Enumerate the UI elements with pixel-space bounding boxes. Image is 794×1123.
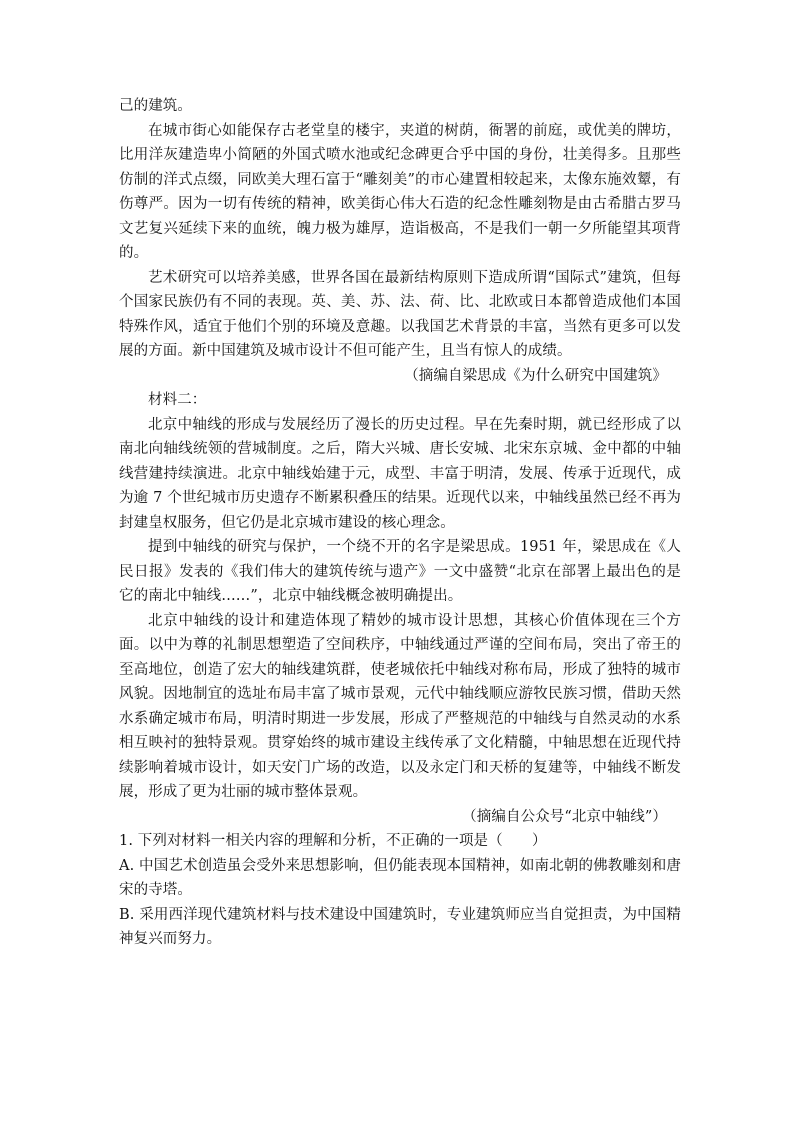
paragraph-liang-sicheng: 提到中轴线的研究与保护，一个绕不开的名字是梁思成。1951 年，梁思成在《人民日报》发表的《我们伟大的建筑传统与遗产》一文中盛赞“北京在部署上最出色的是它的南北中轴线……”，北京中轴线概念被明确提出。 xyxy=(119,539,681,604)
document-body xyxy=(119,94,681,952)
source-citation-1: （摘编自梁思成《为什么研究中国建筑》 xyxy=(404,367,667,384)
source-citation-2: （摘编自公众号“北京中轴线”） xyxy=(462,808,667,825)
option-a: A. 中国艺术创造虽会受外来思想影响，但仍能表现本国精神，如南北朝的佛教雕刻和唐宋的寺塔。 xyxy=(119,857,681,898)
option-b: B. 采用西洋现代建筑材料与技术建设中国建筑时，专业建筑师应当自觉担责，为中国精神复兴而努力。 xyxy=(119,906,681,947)
paragraph-art-research: 艺术研究可以培养美感，世界各国在最新结构原则下造成所谓“国际式”建筑，但每个国家民族仍有不同的表现。英、美、苏、法、荷、比、北欧或日本都曾造成他们本国特殊作风，适宜于他们个别的环境及意趣。以我国艺术背景的丰富，当然有更多可以发展的方面。新中国建筑及城市设计不但可能产生，且当有惊人的成绩。 xyxy=(119,269,681,359)
paragraph-street-buildings: 在城市街心如能保存古老堂皇的楼宇，夹道的树荫，衙署的前庭，或优美的牌坊，比用洋灰建造卑小简陋的外国式喷水池或纪念碑更合乎中国的身份，壮美得多。且那些仿制的洋式点缀，同欧美大理石富于“雕刻美”的市心建置相较起来，太像东施效颦，有伤尊严。因为一切有传统的精神，欧美街心伟大石造的纪念性雕刻物是由古希腊古罗马文艺复兴延续下来的血统，魄力极为雄厚，造诣极高，不是我们一朝一夕所能望其项背的。 xyxy=(119,122,681,261)
paragraph-continued: 己的建筑。 xyxy=(119,98,192,114)
paragraph-axis-values: 北京中轴线的设计和建造体现了精妙的城市设计思想，其核心价值体现在三个方面。以中为尊的礼制思想塑造了空间秩序，中轴线通过严谨的空间布局，突出了帝王的至高地位，创造了宏大的轴线建筑群，使老城依托中轴线对称布局，形成了独特的城市风貌。因地制宜的选址布局丰富了城市景观，元代中轴线顺应游牧民族习惯，借助天然水系确定城市布局，明清时期进一步发展，形成了严整规范的中轴线与自然灵动的水系相互映衬的独特景观。贯穿始终的城市建设主线传承了文化精髓，中轴思想在近现代持续影响着城市设计，如天安门广场的改造，以及永定门和天桥的复建等，中轴线不断发展，形成了更为壮丽的城市整体景观。 xyxy=(119,612,681,800)
question-1: 1. 下列对材料一相关内容的理解和分析，不正确的一项是（ ） xyxy=(119,833,547,849)
material-two-label: 材料二： xyxy=(148,392,207,408)
paragraph-axis-history: 北京中轴线的形成与发展经历了漫长的历史过程。早在先秦时期，就已经形成了以南北向轴线统领的营城制度。之后，隋大兴城、唐长安城、北宋东京城、金中都的中轴线营建持续演进。北京中轴线始建于元，成型、丰富于明清，发展、传承于近现代，成为逾 7 个世纪城市历史遗存不断累积叠压的结果。近现代以来，中轴线虽然已经不再为封建皇权服务，但它仍是北京城市建设的核心理念。 xyxy=(119,416,681,531)
